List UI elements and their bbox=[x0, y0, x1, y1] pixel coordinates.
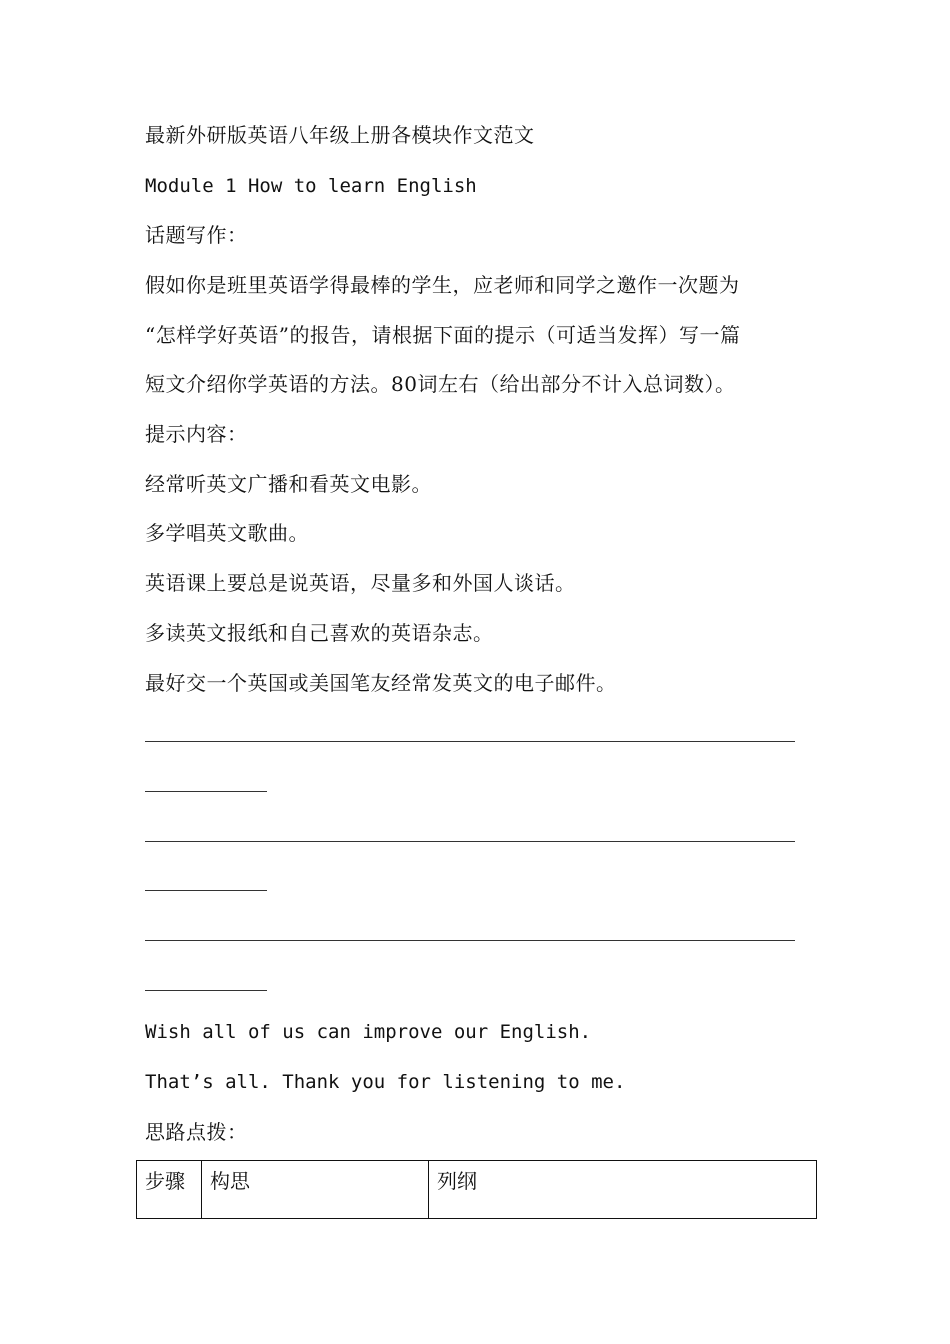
hint-item-1: 经常听英文广播和看英文电影。 bbox=[145, 472, 432, 496]
answer-blank-line-end bbox=[145, 890, 267, 891]
hint-item-5: 最好交一个英国或美国笔友经常发英文的电子邮件。 bbox=[145, 671, 617, 695]
guidance-label: 思路点拨： bbox=[145, 1120, 248, 1144]
closing-line-2: That’s all. Thank you for listening to me. bbox=[145, 1071, 626, 1093]
hint-item-3: 英语课上要总是说英语，尽量多和外国人谈话。 bbox=[145, 571, 576, 595]
guidance-table bbox=[136, 1160, 817, 1219]
answer-blank-line bbox=[145, 841, 795, 842]
hint-item-4: 多读英文报纸和自己喜欢的英语杂志。 bbox=[145, 621, 494, 645]
document-title: 最新外研版英语八年级上册各模块作文范文 bbox=[145, 123, 535, 147]
answer-blank-line-end bbox=[145, 990, 267, 991]
table-header-concept: 构思 bbox=[202, 1161, 429, 1219]
answer-blank-line-end bbox=[145, 791, 267, 792]
answer-blank-line bbox=[145, 940, 795, 941]
hint-item-2: 多学唱英文歌曲。 bbox=[145, 521, 309, 545]
module-heading: Module 1 How to learn English bbox=[145, 175, 477, 197]
topic-label: 话题写作： bbox=[145, 223, 248, 247]
prompt-line-2: “怎样学好英语”的报告，请根据下面的提示（可适当发挥）写一篇 bbox=[145, 323, 741, 347]
prompt-line-1: 假如你是班里英语学得最棒的学生，应老师和同学之邀作一次题为 bbox=[145, 273, 740, 297]
hints-label: 提示内容： bbox=[145, 422, 248, 446]
closing-line-1: Wish all of us can improve our English. bbox=[145, 1021, 592, 1043]
table-header-row bbox=[137, 1161, 817, 1219]
prompt-line-3: 短文介绍你学英语的方法。80词左右（给出部分不计入总词数）。 bbox=[145, 372, 736, 396]
table-header-steps: 步骤 bbox=[137, 1161, 202, 1219]
table-header-outline: 列纲 bbox=[429, 1161, 817, 1219]
answer-blank-line bbox=[145, 741, 795, 742]
